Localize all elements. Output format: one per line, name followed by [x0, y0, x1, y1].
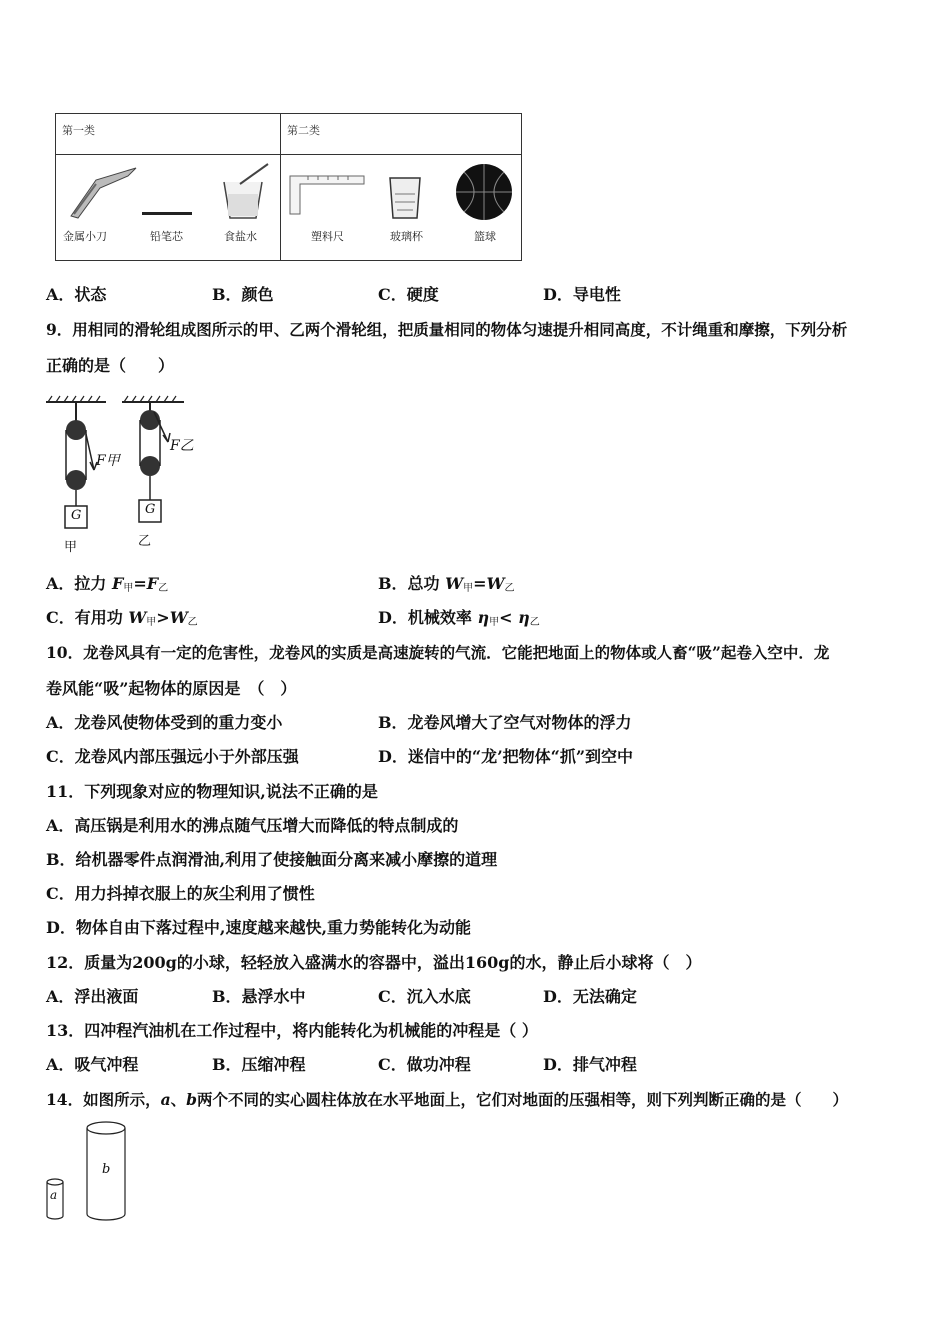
q8-option-c: C．硬度 — [378, 285, 439, 304]
q12-option-c: C．沉入水底 — [378, 987, 471, 1006]
class1-header: 第一类 — [62, 124, 95, 137]
q9-fig-label-right: 乙 — [138, 534, 152, 549]
q10-stem-line2: 卷风能“吸”起物体的原因是 （ ） — [46, 679, 297, 698]
q14-stem: 14．如图所示，a、b两个不同的实心圆柱体放在水平地面上，它们对地面的压强相等，则下列判断正确的是（ ） — [46, 1090, 848, 1109]
pencil-lead-icon — [142, 212, 192, 215]
class2-item-label: 塑料尺 — [311, 230, 344, 243]
class2-header: 第二类 — [287, 124, 320, 137]
plastic-ruler-icon — [288, 172, 368, 217]
q9-stem-line1: 9．用相同的滑轮组成图所示的甲、乙两个滑轮组，把质量相同的物体匀速提升相同高度，不计绳重和摩擦，下列分析 — [46, 320, 848, 339]
q9-option-d: D．机械效率 $\eta_甲< \eta_乙$ — [378, 608, 540, 628]
q11-stem: 11．下列现象对应的物理知识,说法不正确的是 — [46, 782, 378, 801]
q13-option-d: D．排气冲程 — [543, 1055, 637, 1074]
q10-option-b: B．龙卷风增大了空气对物体的浮力 — [378, 713, 632, 732]
class2-item-label: 玻璃杯 — [390, 230, 423, 243]
q12-stem: 12．质量为200g的小球，轻轻放入盛满水的容器中，溢出160g的水，静止后小球将（ ） — [46, 953, 702, 972]
q9-option-c: C．有用功 $W_甲>W_乙$ — [46, 608, 198, 628]
q8-option-b: B．颜色 — [212, 285, 274, 304]
q9-fig-weight-left: G — [71, 508, 82, 523]
class1-item-label: 金属小刀 — [63, 230, 107, 243]
classification-table-figure — [55, 113, 522, 261]
q12-option-b: B．悬浮水中 — [212, 987, 306, 1006]
q11-option-c: C．用力抖掉衣服上的灰尘利用了惯性 — [46, 884, 315, 903]
metal-knife-icon — [66, 166, 141, 221]
q9-fig-force-right: F乙 — [170, 438, 194, 454]
salt-water-cup-icon — [218, 162, 270, 222]
q10-option-c: C．龙卷风内部压强远小于外部压强 — [46, 747, 299, 766]
basketball-icon — [454, 162, 514, 222]
glass-cup-icon — [387, 174, 423, 222]
q14-fig-label-a: a — [50, 1188, 58, 1202]
q13-stem: 13．四冲程汽油机在工作过程中，将内能转化为机械能的冲程是（ ） — [46, 1021, 538, 1040]
q12-option-d: D．无法确定 — [543, 987, 637, 1006]
class1-item-label: 食盐水 — [224, 230, 257, 243]
q13-option-b: B．压缩冲程 — [212, 1055, 306, 1074]
q9-option-b: B．总功 $W_甲=W_乙$ — [378, 574, 515, 594]
q11-option-a: A．高压锅是利用水的沸点随气压增大而降低的特点制成的 — [46, 816, 459, 835]
q10-stem-line1: 10．龙卷风具有一定的危害性，龙卷风的实质是高速旋转的气流．它能把地面上的物体或人畜“吸”起卷入空中．龙 — [46, 643, 830, 662]
q9-fig-weight-right: G — [145, 502, 156, 517]
q9-fig-label-left: 甲 — [64, 540, 78, 555]
q11-option-b: B．给机器零件点润滑油,利用了使接触面分离来减小摩擦的道理 — [46, 850, 498, 869]
class1-item-label: 铅笔芯 — [150, 230, 183, 243]
q10-option-d: D．迷信中的“龙’把物体“抓”到空中 — [378, 747, 634, 766]
table-horizontal-divider — [56, 154, 521, 155]
pulley-system-figure — [44, 394, 194, 554]
q14-fig-label-b: b — [102, 1162, 111, 1177]
table-vertical-divider — [280, 114, 281, 260]
q12-option-a: A．浮出液面 — [46, 987, 139, 1006]
class2-item-label: 篮球 — [474, 230, 496, 243]
q9-stem-line2: 正确的是（ ） — [46, 356, 175, 375]
q10-option-a: A．龙卷风使物体受到的重力变小 — [46, 713, 283, 732]
q9-option-a: A．拉力 $F_甲=F_乙$ — [46, 574, 169, 594]
q8-option-d: D．导电性 — [543, 285, 621, 304]
q9-fig-force-left: F甲 — [96, 453, 120, 469]
q11-option-d: D．物体自由下落过程中,速度越来越快,重力势能转化为动能 — [46, 918, 472, 937]
q13-option-c: C．做功冲程 — [378, 1055, 471, 1074]
q13-option-a: A．吸气冲程 — [46, 1055, 139, 1074]
cylinders-figure — [40, 1118, 140, 1228]
q8-option-a: A．状态 — [46, 285, 107, 304]
